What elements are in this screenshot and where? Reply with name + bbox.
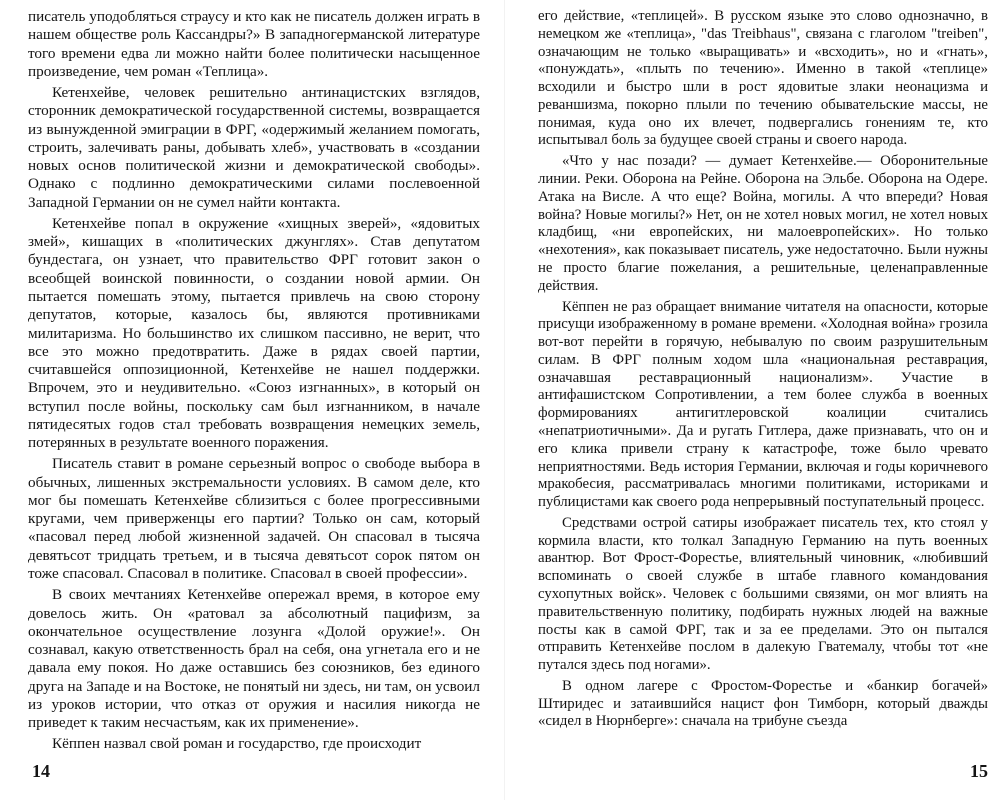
paragraph: Кёппен назвал свой роман и государство, где происходит: [52, 735, 422, 753]
page-number: 15: [970, 761, 988, 781]
right-page-text: [538, 8, 988, 731]
paragraph: Средствами острой сатиры изображает писатель тех, кто стоял у кормила власти, кто толкал Западную Германию на путь военных авантюр. Вот Фрост-Форестье, влиятельный чиновник, «любивший вспоминать о своей службе в штабе главного командования сухопутных войск». Человек с большими связями, он мог влиять на правительственную политику, подбирать нужных людей на важные посты как в самой ФРГ, так и за ее пределами. Это он пытался отправить Кетенхейве послом в далекую Гватемалу, чтобы тот «не путался здесь под ногами».: [538, 514, 988, 674]
page-number: 14: [32, 761, 50, 781]
right-page: [538, 8, 988, 792]
gutter-divider: [504, 0, 505, 800]
paragraph: его действие, «теплицей». В русском языке это слово однозначно, в немецком же «теплица», "das Treibhaus", связана с глаголом "treiben", означающим не только «выращивать» и «всходить», но и «гнать», «понуждать», «плыть по течению». Именно в такой «теплице» всходили и быстро шли в рост ядовитые злаки неонацизма и реваншизма, покорно плыли по течению обывательские массы, не понимая, куда оно их влечет, подвергались гонениям те, кто испытывал боль за будущее своей страны и своего народа.: [538, 8, 988, 149]
paragraph: В одном лагере с Фростом-Форестье и «банкир богачей» Штиридес и затаившийся нацист фон Тимборн, который дважды «сидел в Нюрнберге»: сначала на трибуне съезда: [538, 677, 988, 730]
paragraph: писатель уподобляться страусу и кто как не писатель должен играть в нашем обществе роль Кассандры?» В западногерманской литературе того времени едва ли можно найти более политически насыщенное произведение, чем роман «Теплица».: [28, 8, 480, 80]
left-page: [28, 8, 480, 792]
paragraph: «Что у нас позади? — думает Кетенхейве.— Оборонительные линии. Реки. Оборона на Рейне. Оборона на Эльбе. Оборона на Одере. Атака на Висле. А что еще? Война, могилы. А что впереди? Новая война? Новые могилы?» Нет, он не хотел новых могил, не хотел новых кладбищ, «ни европейских, ни малоевропейских». Но только «нехотения», как показывает писатель, уже недостаточно. Были нужны не просто благие пожелания, а решительные, целенаправленные действия.: [538, 153, 988, 294]
paragraph: Писатель ставит в романе серьезный вопрос о свободе выбора в обычных, лишенных экстремальности условиях. В самом деле, кто мог бы помешать Кетенхейве сблизиться с более прогрессивными кругами, чем приверженцы его партии? Только он сам, который «пасовал перед любой жизненной задачей. Он спасовал в тысяча девятьсот тридцать третьем, и в тысяча девятьсот сорок пятом он тоже спасовал. Спасовал в политике. Спасовал в своей профессии».: [28, 455, 480, 582]
paragraph: В своих мечтаниях Кетенхейве опережал время, в которое ему довелось жить. Он «ратовал за абсолютный пацифизм, за окончательное осуществление лозунга «Долой оружие!». Он сознавал, какую ответственность брал на себя, она угнетала его и не давала ему покоя. Но даже оставшись без союзников, без единого друга на Западе и на Востоке, не понятый ни здесь, ни там, он усвоил из уроков истории, что отказ от оружия и насилия никогда не приведет к таким несчастьям, как их применение».: [28, 586, 480, 732]
paragraph: Кетенхейве попал в окружение «хищных зверей», «ядовитых змей», кишащих в «политических джунглях». Став депутатом бундестага, он узнает, что правительство ФРГ готовит закон о всеобщей воинской повинности, о создании новой армии. Он пытается помешать этому, пытается привлечь на свою сторону депутатов, которые, казалось бы, являются противниками милитаризма. Но большинство их слишком пассивно, не верит, что все это можно предотвратить. Даже в рядах своей партии, считавшейся оппозиционной, Кетенхейве не нашел поддержки. Впрочем, это и неудивительно. «Союз изгнанных», в который он вступил после войны, поскольку сам был изгнанником, в начале пятидесятых годов стал требовать возвращения немецких земель, потерянных в результате военного поражения.: [28, 214, 480, 452]
left-page-text: [28, 8, 480, 754]
paragraph: Кетенхейве, человек решительно антинацистских взглядов, сторонник демократической государственной системы, возвращается из вынужденной эмиграции в ФРГ, «одержимый желанием помогать, строить, залечивать раны, добывать хлеб», участвовать в «создании новых основ политической жизни и демократической свободы». Однако с подлинно демократическими силами послевоенной Западной Германии он не сумел найти контакта.: [28, 84, 480, 211]
paragraph: Кёппен не раз обращает внимание читателя на опасности, которые присущи изображенному в романе времени. «Холодная война» грозила вот-вот перейти в горячую, небывалую по своим разрушительным силам. В ФРГ полным ходом шла «национальная реставрация, означавшая реставрационный национализм». Участие в антифашистском Сопротивлении, а тем более служба в военных формированиях антигитлеровской коалиции считались «непатриотичными». Да и ругать Гитлера, даже признавать, что он и его клика привели страну к катастрофе, тоже было чревато неприятностями. Ведь история Германии, включая и годы коричневого мракобесия, рассматривалась многими политиками, историками и публицистами как своего рода непрерывный поступательный процесс.: [538, 298, 988, 511]
